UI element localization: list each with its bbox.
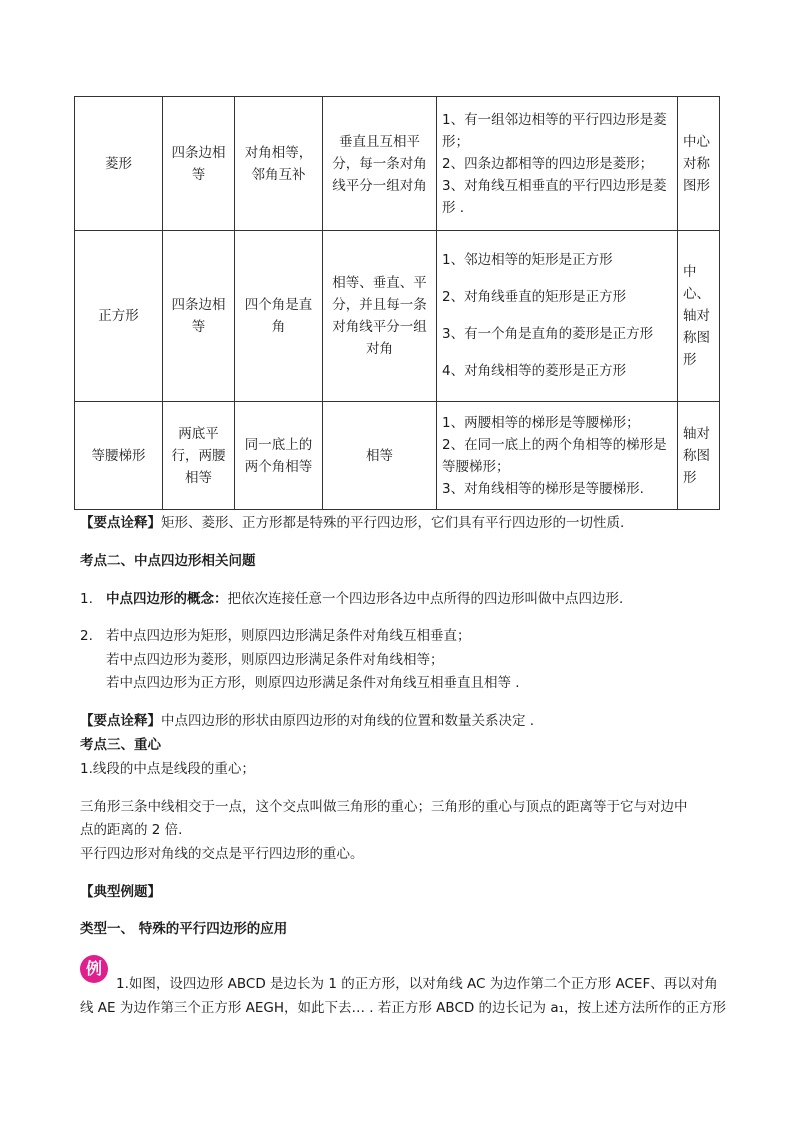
shape-name: 菱形 [75, 97, 163, 231]
note-tag: 【要点诠释】 [80, 515, 161, 531]
diagonals-cell: 相等 [323, 402, 437, 510]
condition-line: 若中点四边形为矩形，则原四边形满足条件对角线互相垂直； [106, 628, 471, 644]
term: 中点四边形的概念： [106, 591, 228, 607]
diagonals-cell: 相等、垂直、平分，并且每一条对角线平分一组对角 [323, 231, 437, 402]
criteria-cell [437, 231, 678, 402]
table-row [75, 231, 720, 402]
text-line: 三角形三条中线相交于一点，这个交点叫做三角形的重心；三角形的重心与顶点的距离等于它与对边中 [80, 799, 688, 815]
example-text: 1.如图，设四边形 ABCD 是边长为 1 的正方形，以对角线 AC 为边作第二个正方形 ACEF、再以对角 [116, 976, 718, 992]
text-line: 平行四边形对角线的交点是平行四边形的重心。 [80, 846, 364, 862]
paragraph [80, 626, 471, 646]
paragraph [80, 589, 623, 609]
examples-heading: 【典型例题】 [80, 884, 161, 900]
symmetry-cell: 中心对称图形 [678, 97, 720, 231]
symmetry-cell: 轴对称图形 [678, 402, 720, 510]
properties-table [74, 96, 720, 510]
condition-line: 若中点四边形为菱形，则原四边形满足条件对角线相等； [106, 652, 444, 668]
diagonals-cell: 垂直且互相平分，每一条对角线平分一组对角 [323, 97, 437, 231]
criteria-cell [437, 97, 678, 231]
type-heading: 类型一、 特殊的平行四边形的应用 [80, 921, 288, 937]
angles-cell: 同一底上的两个角相等 [235, 402, 323, 510]
section-title: 考点三、重心 [80, 737, 161, 753]
example-icon: 例 [80, 955, 108, 983]
symmetry-cell: 中心、轴对称图形 [678, 231, 720, 402]
example-text: 线 AE 为边作第三个正方形 AEGH，如此下去… . 若正方形 ABCD 的边长记为 a₁，按上述方法所作的正方形 [80, 1000, 727, 1016]
table-row [75, 97, 720, 231]
item-number: 2. [80, 628, 93, 644]
sides-cell: 四条边相等 [163, 231, 235, 402]
criteria-item: 1、邻边相等的矩形是正方形 [442, 252, 613, 268]
criteria-item: 2、对角线垂直的矩形是正方形 [442, 289, 627, 305]
note-2 [80, 711, 534, 731]
shape-name: 等腰梯形 [75, 402, 163, 510]
table-row [75, 402, 720, 510]
sides-cell: 四条边相等 [163, 97, 235, 231]
note-text: 中点四边形的形状由原四边形的对角线的位置和数量关系决定 . [161, 713, 535, 729]
criteria-item: 3、对角线相等的梯形是等腰梯形. [442, 480, 644, 497]
criteria-item: 1、有一组邻边相等的平行四边形是菱形； [442, 111, 667, 150]
definition: 把依次连接任意一个四边形各边中点所得的四边形叫做中点四边形. [227, 591, 624, 607]
item-number: 1. [80, 591, 93, 607]
criteria-item: 2、在同一底上的两个角相等的梯形是等腰梯形； [442, 436, 667, 475]
condition-line: 若中点四边形为正方形，则原四边形满足条件对角线互相垂直且相等 . [106, 675, 520, 691]
text-line: 点的距离的 2 倍. [80, 822, 183, 838]
criteria-item: 4、对角线相等的菱形是正方形 [442, 363, 627, 379]
criteria-item: 2、四条边都相等的四边形是菱形； [442, 155, 654, 172]
sides-cell: 两底平行，两腰相等 [163, 402, 235, 510]
note-text: 矩形、菱形、正方形都是特殊的平行四边形，它们具有平行四边形的一切性质. [161, 515, 625, 531]
angles-cell: 对角相等，邻角互补 [235, 97, 323, 231]
note-tag: 【要点诠释】 [80, 713, 161, 729]
shape-name: 正方形 [75, 231, 163, 402]
criteria-cell [437, 402, 678, 510]
criteria-item: 3、对角线互相垂直的平行四边形是菱形 . [442, 177, 667, 216]
text-line: 1.线段的中点是线段的重心； [80, 761, 255, 777]
criteria-item: 1、两腰相等的梯形是等腰梯形； [442, 414, 640, 431]
angles-cell: 四个角是直角 [235, 231, 323, 402]
note-1 [80, 513, 624, 533]
criteria-item: 3、有一个角是直角的菱形是正方形 [442, 326, 654, 342]
section-title: 考点二、中点四边形相关问题 [80, 553, 256, 569]
